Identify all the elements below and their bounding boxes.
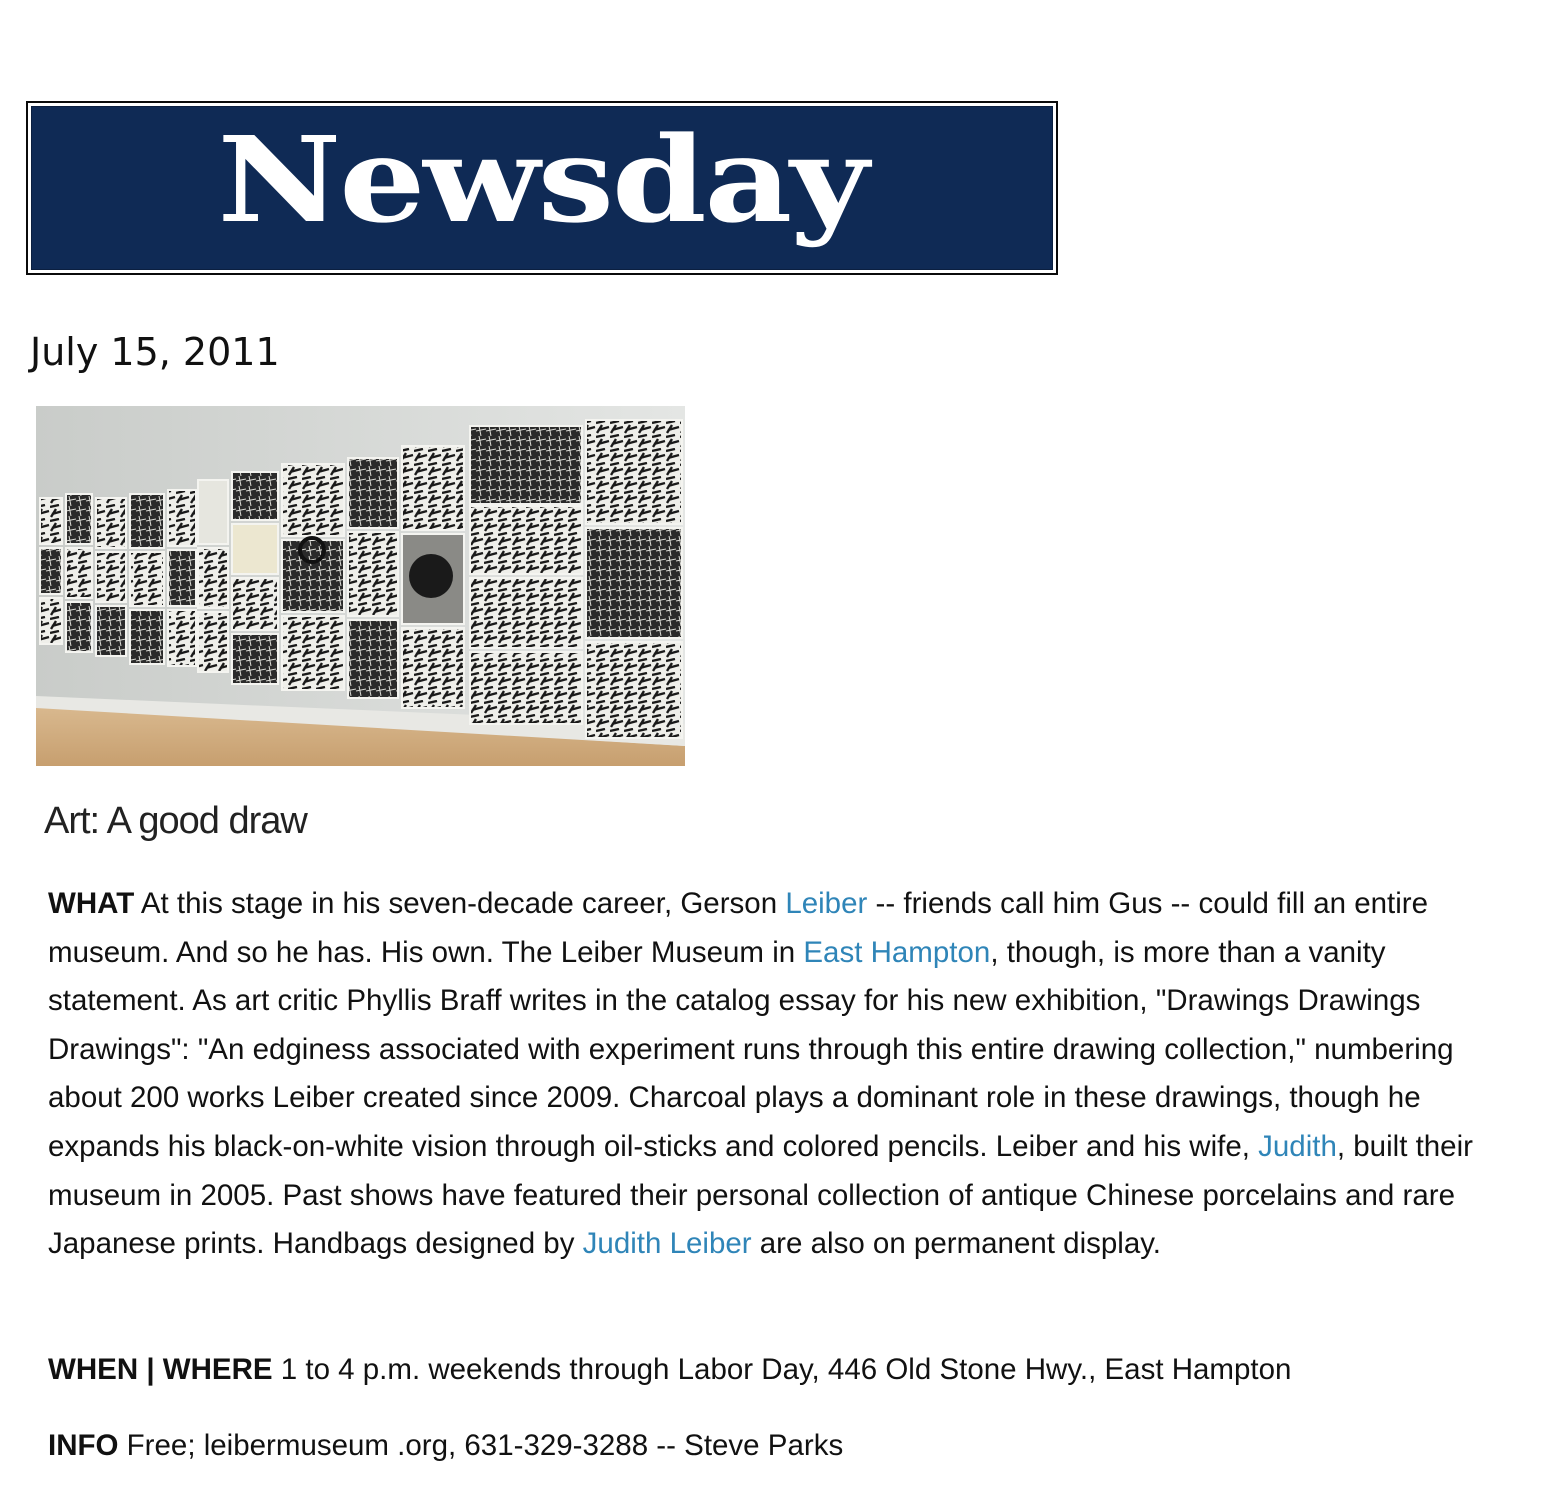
when-where-text: 1 to 4 p.m. weekends through Labor Day, 446 Old Stone Hwy., East Hampton [272, 1353, 1292, 1386]
when-where-paragraph [48, 1346, 1528, 1395]
link-judith-leiber[interactable]: Judith Leiber [582, 1227, 752, 1261]
article-date: July 15, 2011 [30, 330, 280, 374]
what-label: WHAT [48, 887, 135, 920]
article-headline: Art: A good draw [44, 800, 307, 842]
info-label: INFO [48, 1429, 119, 1462]
what-text-4: , built their museum in 2005. Past shows have featured their personal collection of antique Chinese porcelains and rare Japanese prints. Handbags designed by [48, 1129, 1473, 1261]
what-text-3: , though, is more than a vanity statement. As art critic Phyllis Braff writes in the catalog essay for his new exhibition, "Drawings Drawings Drawings": "An edginess associated with experiment runs through this entire drawing collection," numbering about 200 works Leiber created since 2009. Charcoal plays a dominant role in these drawings, though he expands his black-on-white vision through oil-sticks and colored pencils. Leiber and his wife, [48, 935, 1454, 1163]
when-where-label: WHEN | WHERE [48, 1353, 273, 1386]
what-paragraph [48, 880, 1528, 1269]
newsday-logo: Newsday [217, 110, 867, 249]
link-judith[interactable]: Judith [1258, 1129, 1337, 1163]
gallery-wall-photo [36, 406, 685, 766]
info-paragraph [48, 1422, 1528, 1471]
what-text-1: At this stage in his seven-decade career, Gerson [134, 887, 786, 920]
link-east-hampton[interactable]: East Hampton [803, 935, 991, 969]
link-leiber[interactable]: Leiber [785, 887, 868, 920]
masthead-logo-panel [31, 106, 1053, 270]
info-text: Free; leibermuseum .org, 631-329-3288 -- Steve Parks [118, 1429, 844, 1462]
what-text-5: are also on permanent display. [751, 1227, 1161, 1261]
what-text-2: -- friends call him Gus -- could fill an entire museum. And so he has. His own. The Leiber Museum in [48, 887, 1429, 969]
newsday-masthead [26, 101, 1058, 275]
